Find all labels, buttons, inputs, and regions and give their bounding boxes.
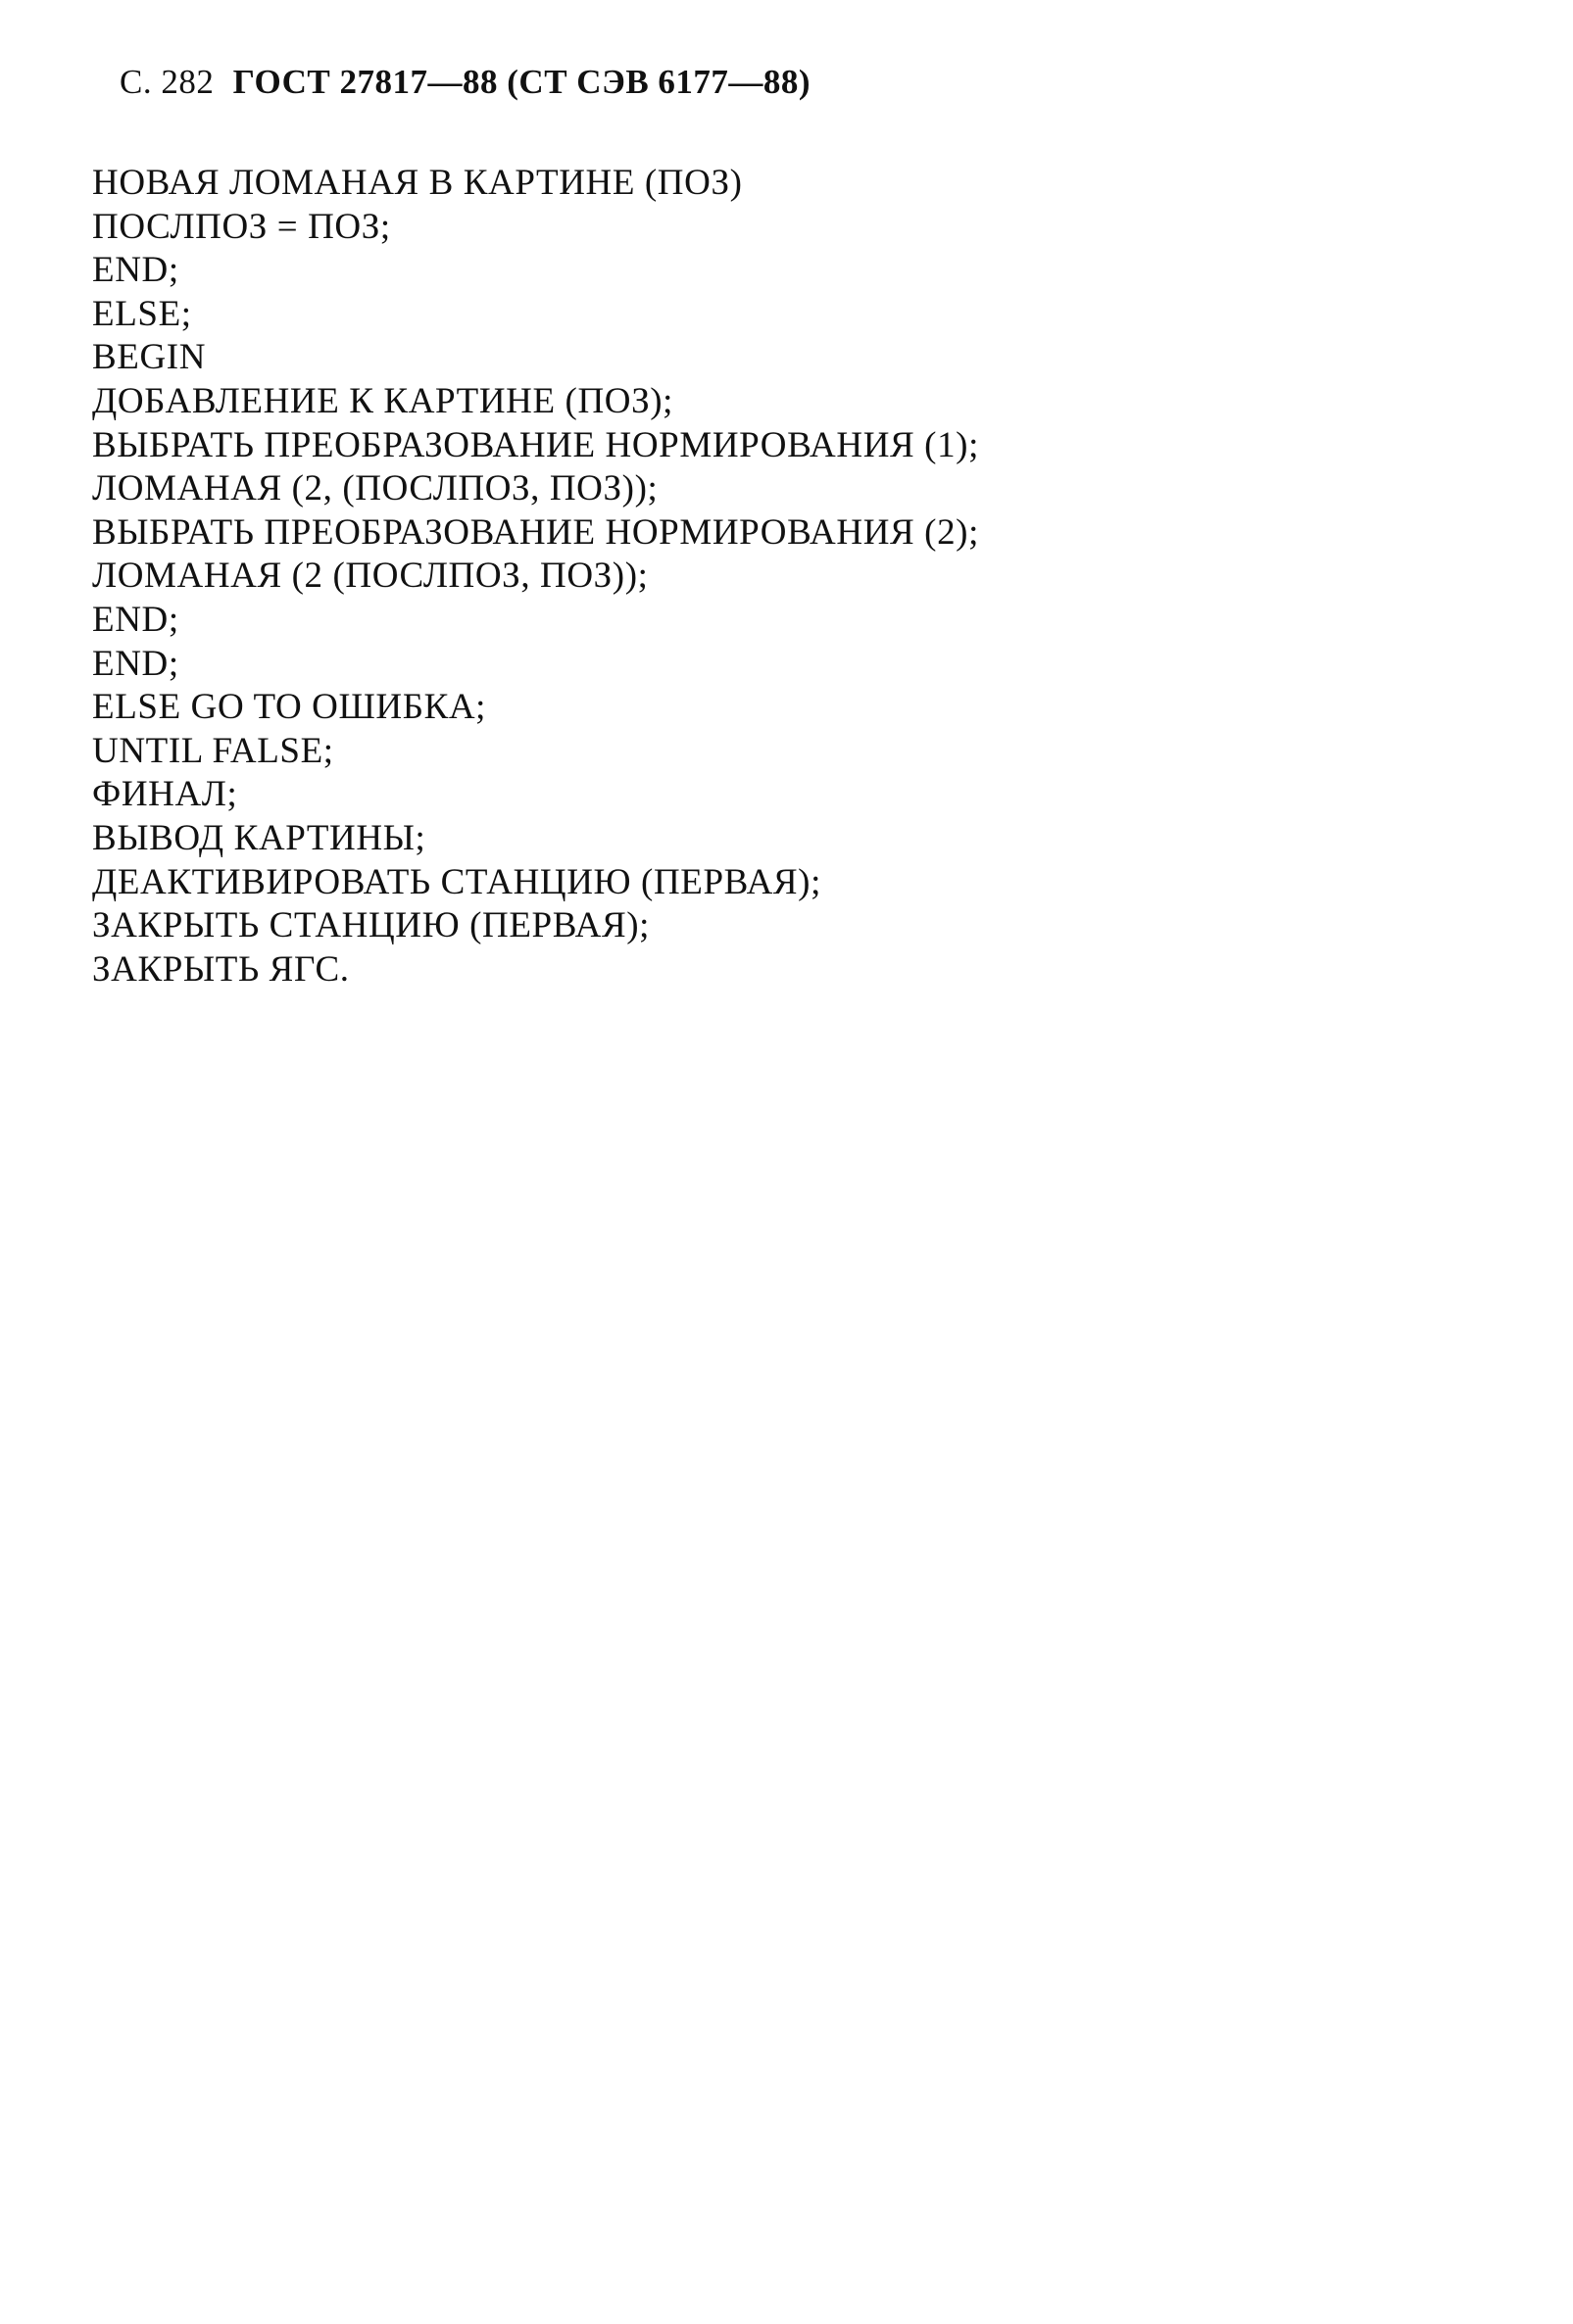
code-line: ФИНАЛ;: [92, 774, 238, 815]
code-line: ЗАКРЫТЬ ЯГС.: [92, 948, 350, 990]
code-line: НОВАЯ ЛОМАНАЯ В КАРТИНЕ (ПОЗ): [92, 163, 743, 203]
code-line: END;: [92, 599, 179, 640]
code-line: ДОБАВЛЕНИЕ К КАРТИНЕ (ПОЗ);: [92, 380, 674, 421]
code-line: ДЕАКТИВИРОВАТЬ СТАНЦИЮ (ПЕРВАЯ);: [92, 861, 821, 902]
code-line: ВЫБРАТЬ ПРЕОБРАЗОВАНИЕ НОРМИРОВАНИЯ (2);: [92, 511, 979, 553]
code-line: ELSE;: [92, 293, 192, 334]
running-header: [120, 65, 811, 99]
code-line: ЗАКРЫТЬ СТАНЦИЮ (ПЕРВАЯ);: [92, 905, 651, 946]
program-listing: [92, 162, 979, 992]
code-line: END;: [92, 643, 179, 684]
code-line: ПОСЛПОЗ = ПОЗ;: [92, 206, 391, 247]
code-line: ELSE GO TO ОШИБКА;: [92, 687, 487, 728]
code-line: ВЫБРАТЬ ПРЕОБРАЗОВАНИЕ НОРМИРОВАНИЯ (1);: [92, 424, 979, 465]
standard-designation: ГОСТ 27817—88 (СТ СЭВ 6177—88): [232, 63, 811, 101]
code-line: ВЫВОД КАРТИНЫ;: [92, 817, 426, 858]
code-line: ЛОМАНАЯ (2 (ПОСЛПОЗ, ПОЗ));: [92, 556, 649, 597]
code-line: ЛОМАНАЯ (2, (ПОСЛПОЗ, ПОЗ));: [92, 468, 659, 509]
code-line: END;: [92, 250, 179, 291]
page-number: С. 282: [120, 63, 215, 101]
code-line: BEGIN: [92, 337, 207, 378]
code-line: UNTIL FALSE;: [92, 730, 334, 771]
